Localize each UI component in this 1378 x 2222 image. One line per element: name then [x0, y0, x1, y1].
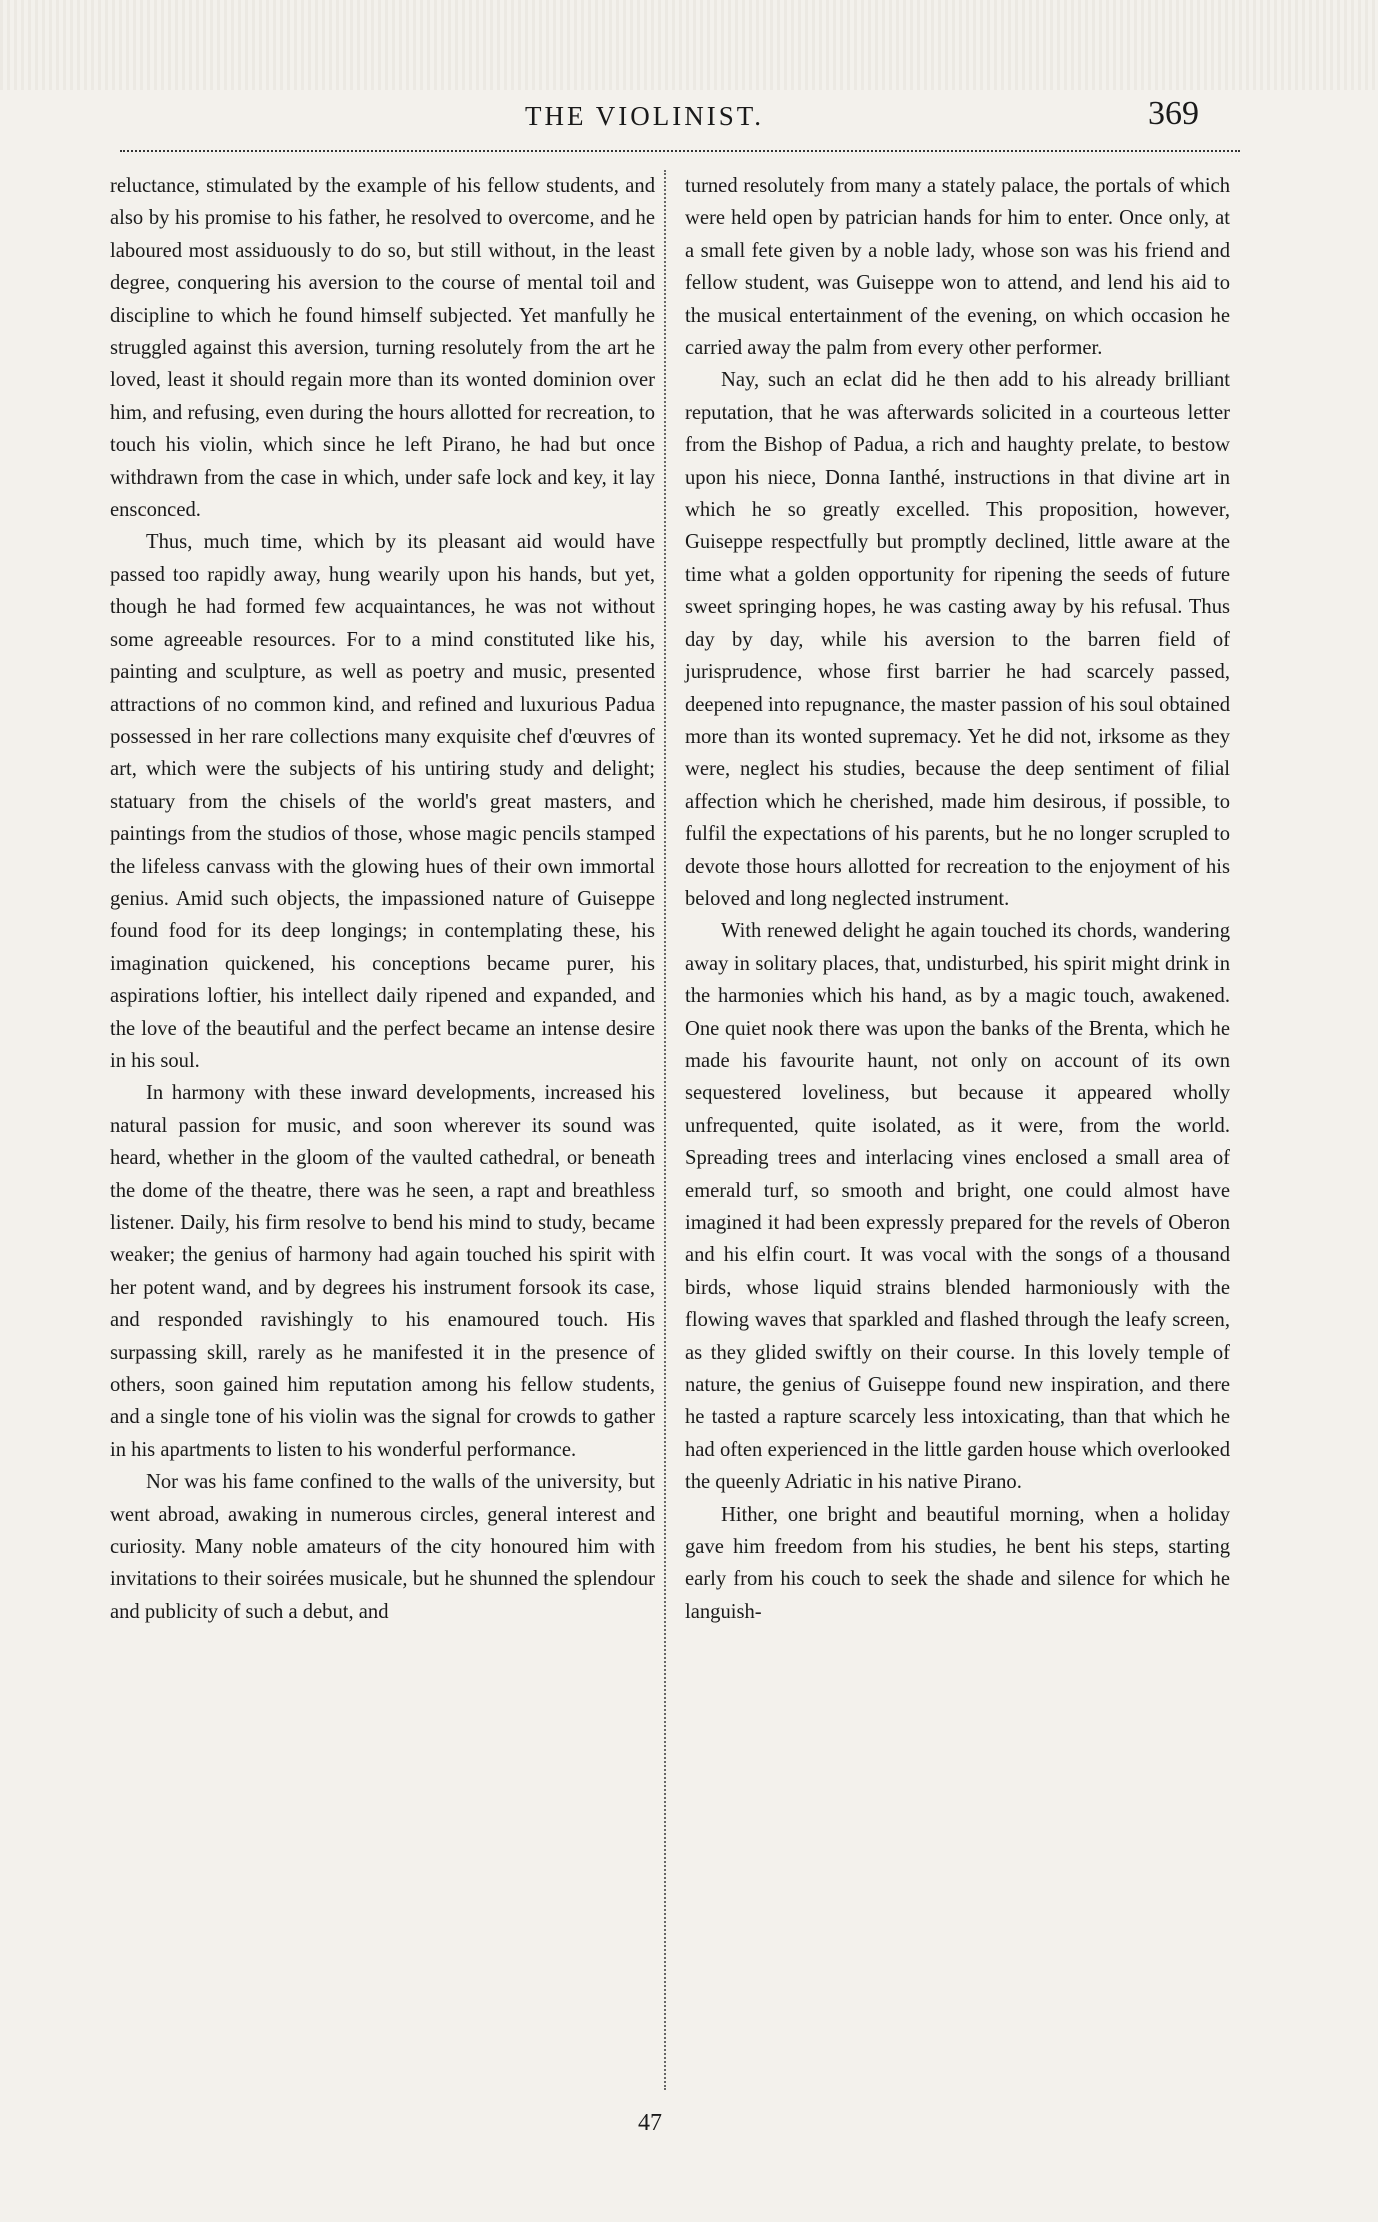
scan-noise — [0, 0, 1378, 90]
header-rule — [120, 150, 1240, 152]
paragraph: Hither, one bright and beautiful morning, when a holiday gave him freedom from his studies, he bent his steps, starting early from his couch to seek the shade and silence for which he languish- — [685, 1503, 1230, 1623]
page-header — [0, 95, 1378, 145]
page-number: 369 — [1148, 95, 1199, 132]
signature-mark: 47 — [638, 2110, 662, 2136]
paragraph: Nor was his fame confined to the walls of the university, but went abroad, awaking in numerous circles, general interest and curiosity. Many noble amateurs of the city honoured him with invitations to their soirées musicale, but he shunned the splendour and publicity of such a debut, and — [110, 1471, 655, 1623]
paragraph: With renewed delight he again touched its chords, wandering away in solitary places, that, undisturbed, his spirit might drink in the harmonies which his hand, as by a magic touch, awakened. One quiet nook there was upon the banks of the Brenta, which he made his favourite haunt, not only on account of its own sequestered loveliness, but because it appeared wholly unfrequented, quite isolated, as it were, from the world. Spreading trees and interlacing vines enclosed a small area of emerald turf, so smooth and bright, one could almost have imagined it had been expressly prepared for the revels of Oberon and his elfin court. It was vocal with the songs of a thousand birds, whose liquid strains blended harmoniously with the flowing waves that sparkled and flashed through the leafy screen, as they glided swiftly on their course. In this lovely temple of nature, the genius of Guiseppe found new inspiration, and there he tasted a rapture scarcely less intoxicating, than that which he had often experienced in the little garden house which overlooked the queenly Adriatic in his native Pirano. — [685, 920, 1230, 1494]
paragraph: Thus, much time, which by its pleasant aid would have passed too rapidly away, hung wearily upon his hands, but yet, though he had formed few acquaintances, he was not without some agreeable resources. For to a mind constituted like his, painting and sculpture, as well as poetry and music, presented attractions of no common kind, and refined and luxurious Padua possessed in her rare collections many exquisite chef d'œuvres of art, which were the subjects of his untiring study and delight; statuary from the chisels of the world's great masters, and paintings from the studios of those, whose magic pencils stamped the lifeless canvass with the glowing hues of their own immortal genius. Amid such objects, the impassioned nature of Guiseppe found food for its deep longings; in contemplating these, his imagination quickened, his conceptions became purer, his aspirations loftier, his intellect daily ripened and expanded, and the love of the beautiful and the perfect became an intense desire in his soul. — [110, 531, 655, 1072]
paragraph: In harmony with these inward developments, increased his natural passion for music, and soon wherever its sound was heard, whether in the gloom of the vaulted cathedral, or beneath the dome of the theatre, there was he seen, a rapt and breathless listener. Daily, his firm resolve to bend his mind to study, became weaker; the genius of harmony had again touched his spirit with her potent wand, and by degrees his instrument forsook its case, and responded ravishingly to his enamoured touch. His surpassing skill, rarely as he manifested it in the presence of others, soon gained him reputation among his fellow students, and a single tone of his violin was the signal for crowds to gather in his apartments to listen to his wonderful performance. — [110, 1082, 655, 1461]
left-column — [110, 170, 655, 1628]
paragraph: reluctance, stimulated by the example of his fellow students, and also by his promise to his father, he resolved to overcome, and he laboured most assiduously to do so, but still without, in the least degree, conquering his aversion to the course of mental toil and discipline to which he found himself subjected. Yet manfully he struggled against this aversion, turning resolutely from the art he loved, least it should regain more than its wonted dominion over him, and refusing, even during the hours allotted for recreation, to touch his violin, which since he left Pirano, he had but once withdrawn from the case in which, under safe lock and key, it lay ensconced. — [110, 175, 655, 522]
paragraph: Nay, such an eclat did he then add to his already brilliant reputation, that he was afterwards solicited in a courteous letter from the Bishop of Padua, a rich and haughty prelate, to bestow upon his niece, Donna Ianthé, instructions in that divine art in which he so greatly excelled. This proposition, however, Guiseppe respectfully but promptly declined, little aware at the time what a golden opportunity for ripening the seeds of future sweet springing hopes, he was casting away by his refusal. Thus day by day, while his aversion to the barren field of jurisprudence, whose first barrier he had scarcely passed, deepened into repugnance, the master passion of his soul obtained more than its wonted supremacy. Yet he did not, irksome as they were, neglect his studies, because the deep sentiment of filial affection which he cherished, made him desirous, if possible, to fulfil the expectations of his parents, but he no longer scrupled to devote those hours allotted for recreation to the enjoyment of his beloved and long neglected instrument. — [685, 369, 1230, 910]
column-divider — [664, 170, 666, 2090]
paragraph: turned resolutely from many a stately palace, the portals of which were held open by patrician hands for him to enter. Once only, at a small fete given by a noble lady, whose son was his friend and fellow student, was Guiseppe won to attend, and lend his aid to the musical entertainment of the evening, on which occasion he carried away the palm from every other performer. — [685, 175, 1230, 360]
running-title: THE VIOLINIST. — [525, 101, 764, 131]
right-column — [685, 170, 1230, 1628]
